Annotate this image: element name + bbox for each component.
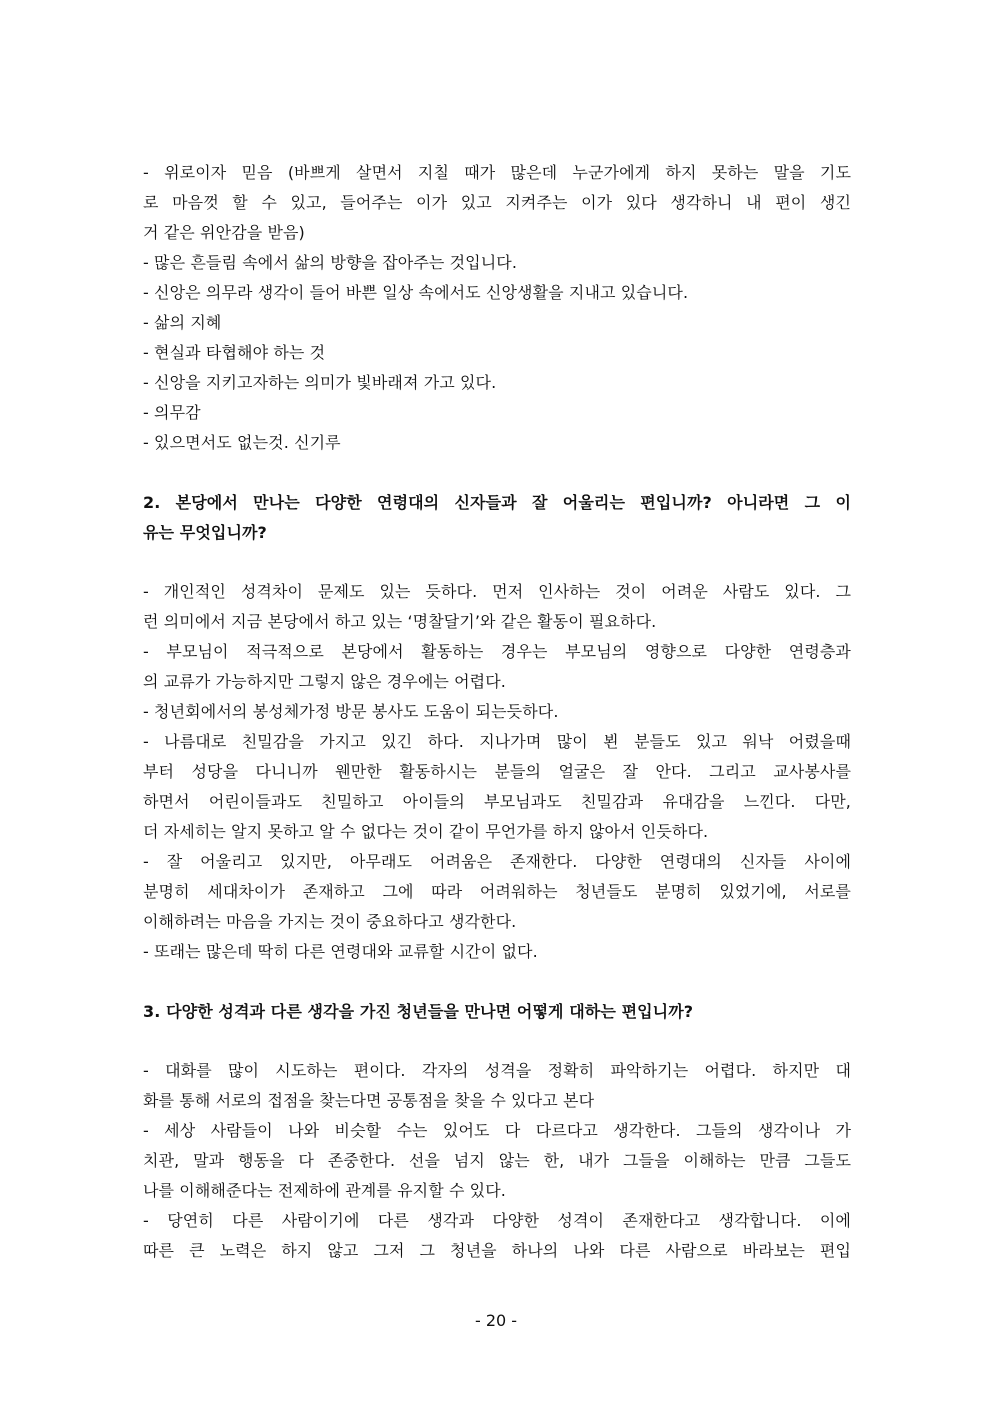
text-line: - 신앙을 지키고자하는 의미가 빛바래져 가고 있다.	[143, 373, 497, 392]
text-line: - 당연히 다른 사람이기에 다른 생각과 다양한 성격이 존재한다고 생각합니다. 이에	[143, 1211, 851, 1230]
text-line: - 삶의 지혜	[143, 313, 222, 332]
text-line: - 있으면서도 없는것. 신기루	[143, 433, 341, 452]
text-line: - 개인적인 성격차이 문제도 있는 듯하다. 먼저 인사하는 것이 어려운 사람도 있다. 그	[143, 582, 851, 601]
text-line: 화를 통해 서로의 접점을 찾는다면 공통점을 찾을 수 있다고 본다	[143, 1091, 595, 1110]
page-number: - 20 -	[474, 1311, 518, 1330]
text-line: 의 교류가 가능하지만 그렇지 않은 경우에는 어렵다.	[143, 672, 506, 691]
document-body	[143, 158, 851, 1266]
text-line: 더 자세히는 알지 못하고 알 수 없다는 것이 같이 무언가를 하지 않아서 인듯하다.	[143, 822, 709, 841]
question-heading-2	[143, 488, 851, 548]
text-line: - 많은 흔들림 속에서 삶의 방향을 잡아주는 것입니다.	[143, 253, 518, 272]
text-line: 이해하려는 마음을 가지는 것이 중요하다고 생각한다.	[143, 912, 517, 931]
text-line: - 신앙은 의무라 생각이 들어 바쁜 일상 속에서도 신앙생활을 지내고 있습니다.	[143, 283, 689, 302]
text-line: 부터 성당을 다니니까 웬만한 활동하시는 분들의 얼굴은 잘 안다. 그리고 교사봉사를	[143, 762, 851, 781]
text-line: - 위로이자 믿음 (바쁘게 살면서 지칠 때가 많은데 누군가에게 하지 못하는 말을 기도	[143, 163, 851, 182]
text-line: - 대화를 많이 시도하는 편이다. 각자의 성격을 정확히 파악하기는 어렵다. 하지만 대	[143, 1061, 851, 1080]
text-line: 분명히 세대차이가 존재하고 그에 따라 어려워하는 청년들도 분명히 있었기에, 서로를	[143, 882, 851, 901]
text-line: - 의무감	[143, 403, 201, 422]
text-line: - 청년회에서의 봉성체가정 방문 봉사도 도움이 되는듯하다.	[143, 702, 559, 721]
answer-list-q1	[143, 158, 851, 458]
answer-list-q2	[143, 577, 851, 967]
heading-line: 2. 본당에서 만나는 다양한 연령대의 신자들과 잘 어울리는 편입니까? 아니라면 그 이	[143, 493, 851, 512]
text-line: - 세상 사람들이 나와 비슷할 수는 있어도 다 다르다고 생각한다. 그들의 생각이나 가	[143, 1121, 851, 1140]
answer-list-q3	[143, 1056, 851, 1266]
text-line: 치관, 말과 행동을 다 존중한다. 선을 넘지 않는 한, 내가 그들을 이해하는 만큼 그들도	[143, 1151, 851, 1170]
text-line: - 나름대로 친밀감을 가지고 있긴 하다. 지나가며 많이 뵌 분들도 있고 워낙 어렸을때	[143, 732, 851, 751]
text-line: - 또래는 많은데 딱히 다른 연령대와 교류할 시간이 없다.	[143, 942, 538, 961]
text-line: - 부모님이 적극적으로 본당에서 활동하는 경우는 부모님의 영향으로 다양한 연령층과	[143, 642, 851, 661]
text-line: - 잘 어울리고 있지만, 아무래도 어려움은 존재한다. 다양한 연령대의 신자들 사이에	[143, 852, 851, 871]
text-line: 나를 이해해준다는 전제하에 관계를 유지할 수 있다.	[143, 1181, 506, 1200]
heading-line: 유는 무엇입니까?	[143, 523, 267, 542]
text-line: 따른 큰 노력은 하지 않고 그저 그 청년을 하나의 나와 다른 사람으로 바라보는 편입	[143, 1241, 851, 1260]
heading-line: 3. 다양한 성격과 다른 생각을 가진 청년들을 만나면 어떻게 대하는 편입니까?	[143, 1002, 694, 1021]
text-line: 로 마음껏 할 수 있고, 들어주는 이가 있고 지켜주는 이가 있다 생각하니 내 편이 생긴	[143, 193, 851, 212]
text-line: 하면서 어린이들과도 친밀하고 아이들의 부모님과도 친밀감과 유대감을 느낀다. 다만,	[143, 792, 851, 811]
text-line: 런 의미에서 지금 본당에서 하고 있는 ‘명찰달기’와 같은 활동이 필요하다.	[143, 612, 657, 631]
text-line: - 현실과 타협해야 하는 것	[143, 343, 326, 362]
text-line: 거 같은 위안감을 받음)	[143, 223, 305, 242]
question-heading-3	[143, 997, 851, 1027]
